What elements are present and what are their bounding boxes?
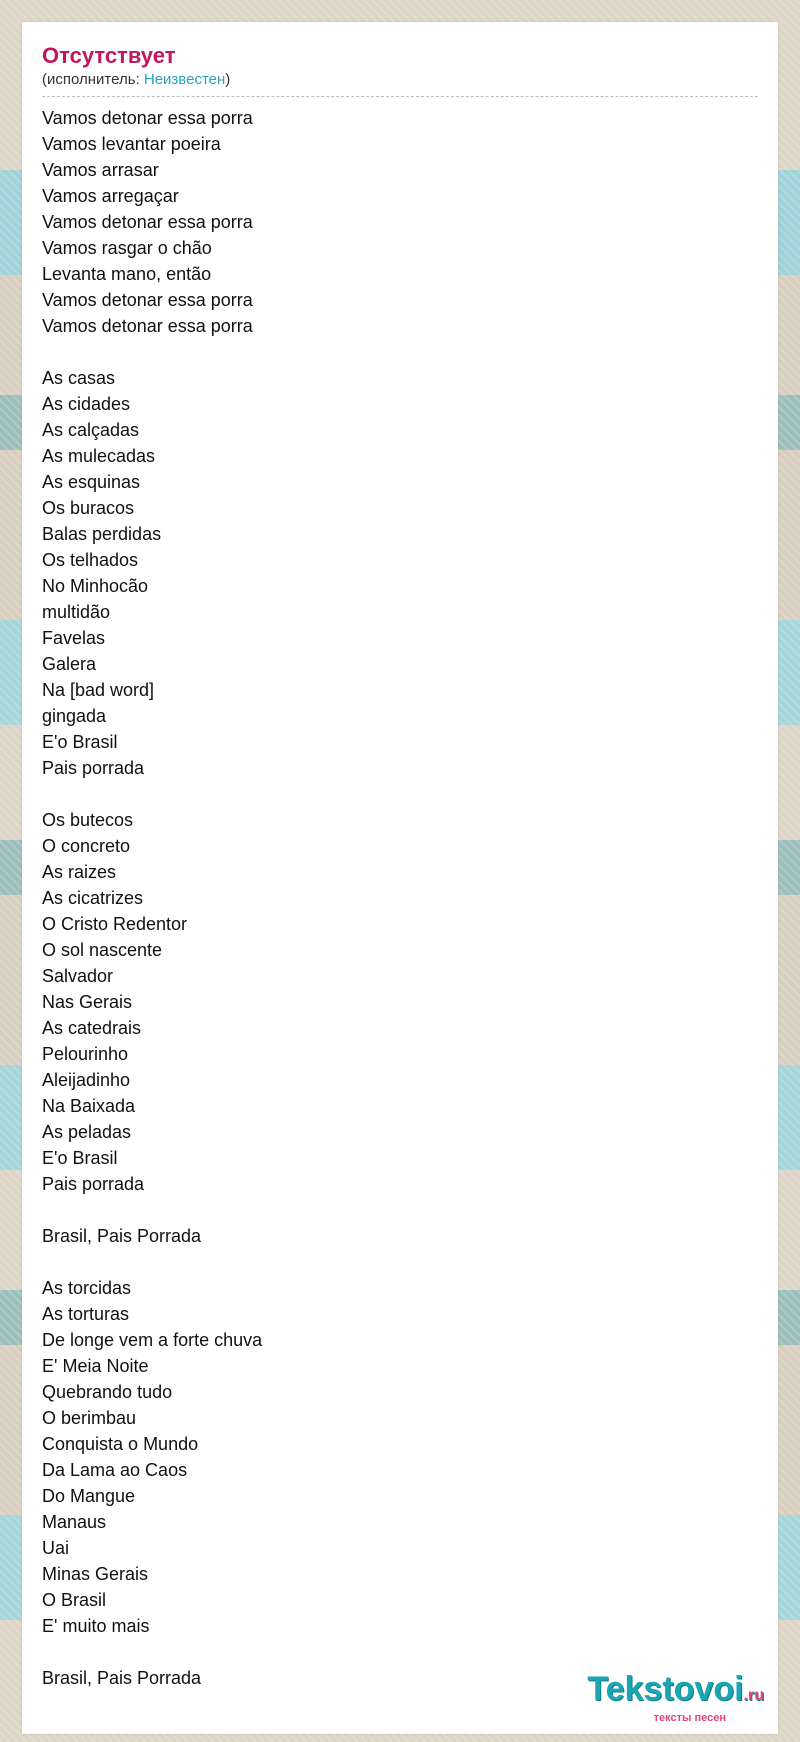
lyric-line: Uai (42, 1538, 70, 1558)
lyric-line: Vamos levantar poeira (42, 134, 221, 154)
lyric-line: Da Lama ao Caos (42, 1460, 188, 1480)
lyric-line: Manaus (42, 1512, 107, 1532)
lyric-line: Nas Gerais (42, 992, 133, 1012)
lyric-line: As cidades (42, 394, 131, 414)
lyric-line: Quebrando tudo (42, 1382, 173, 1402)
lyric-line: Vamos arregaçar (42, 186, 179, 206)
logo-wordmark (587, 1671, 764, 1714)
lyric-line: Do Mangue (42, 1486, 136, 1506)
artist-link[interactable]: Неизвестен (143, 71, 226, 88)
lyric-line: Na [bad word] (42, 680, 155, 700)
lyric-line: Pais porrada (42, 758, 145, 778)
lyrics-card-content (22, 22, 778, 1691)
lyric-line: Levanta mano, então (42, 264, 212, 284)
lyric-line: E'o Brasil (42, 732, 118, 752)
artist-line (42, 70, 758, 97)
lyric-line: Os butecos (42, 810, 134, 830)
lyric-line: O berimbau (42, 1408, 137, 1428)
lyric-line: O Cristo Redentor (42, 914, 188, 934)
lyric-line: As cicatrizes (42, 888, 144, 908)
lyric-line: E'o Brasil (42, 1148, 118, 1168)
lyric-line: Galera (42, 654, 97, 674)
lyric-line: Aleijadinho (42, 1070, 131, 1090)
lyric-line: Conquista o Mundo (42, 1434, 199, 1454)
lyric-line: Os buracos (42, 498, 135, 518)
lyric-line: E' muito mais (42, 1616, 150, 1636)
lyric-line: multidão (42, 602, 111, 622)
lyrics-text (42, 105, 758, 1691)
lyric-line: Os telhados (42, 550, 139, 570)
lyric-line: E' Meia Noite (42, 1356, 149, 1376)
lyric-line: Vamos detonar essa porra (42, 212, 253, 232)
lyric-line: Favelas (42, 628, 106, 648)
lyric-line: O sol nascente (42, 940, 163, 960)
lyric-line: Vamos rasgar o chão (42, 238, 212, 258)
lyric-line: Balas perdidas (42, 524, 162, 544)
lyric-line: As peladas (42, 1122, 132, 1142)
lyric-line: Vamos detonar essa porra (42, 316, 253, 336)
lyric-line: As mulecadas (42, 446, 156, 466)
lyric-blank-line (42, 1249, 758, 1275)
lyric-line: Minas Gerais (42, 1564, 149, 1584)
lyric-line: As casas (42, 368, 116, 388)
lyric-line: As raizes (42, 862, 117, 882)
song-title: Отсутствует (42, 43, 176, 68)
lyric-line: Vamos detonar essa porra (42, 108, 253, 128)
lyric-line: Na Baixada (42, 1096, 136, 1116)
artist-suffix: ) (225, 71, 231, 88)
lyric-line: As esquinas (42, 472, 141, 492)
lyric-blank-line (42, 1197, 758, 1223)
lyric-line: Vamos detonar essa porra (42, 290, 253, 310)
site-logo[interactable] (587, 1671, 764, 1724)
lyric-line: As torcidas (42, 1278, 132, 1298)
lyric-line: Salvador (42, 966, 114, 986)
artist-prefix: (исполнитель: (42, 71, 144, 88)
lyric-blank-line (42, 1639, 758, 1665)
lyric-line: Brasil, Pais Porrada (42, 1668, 202, 1688)
lyric-line: Brasil, Pais Porrada (42, 1226, 202, 1246)
lyric-line: Pelourinho (42, 1044, 129, 1064)
lyric-line: De longe vem a forte chuva (42, 1330, 263, 1350)
lyric-line: As calçadas (42, 420, 140, 440)
lyric-line: Pais porrada (42, 1174, 145, 1194)
lyric-line: O concreto (42, 836, 131, 856)
lyric-blank-line (42, 781, 758, 807)
lyric-line: O Brasil (42, 1590, 107, 1610)
lyric-line: gingada (42, 706, 107, 726)
logo-main-text: Tekstovoi (587, 1670, 744, 1708)
lyric-line: No Minhocão (42, 576, 149, 596)
lyric-line: As torturas (42, 1304, 130, 1324)
lyrics-card (22, 22, 778, 1734)
logo-subtitle: тексты песен (653, 1712, 726, 1724)
logo-suffix: .ru (743, 1687, 764, 1704)
lyric-line: As catedrais (42, 1018, 142, 1038)
lyric-blank-line (42, 339, 758, 365)
lyric-line: Vamos arrasar (42, 160, 159, 180)
